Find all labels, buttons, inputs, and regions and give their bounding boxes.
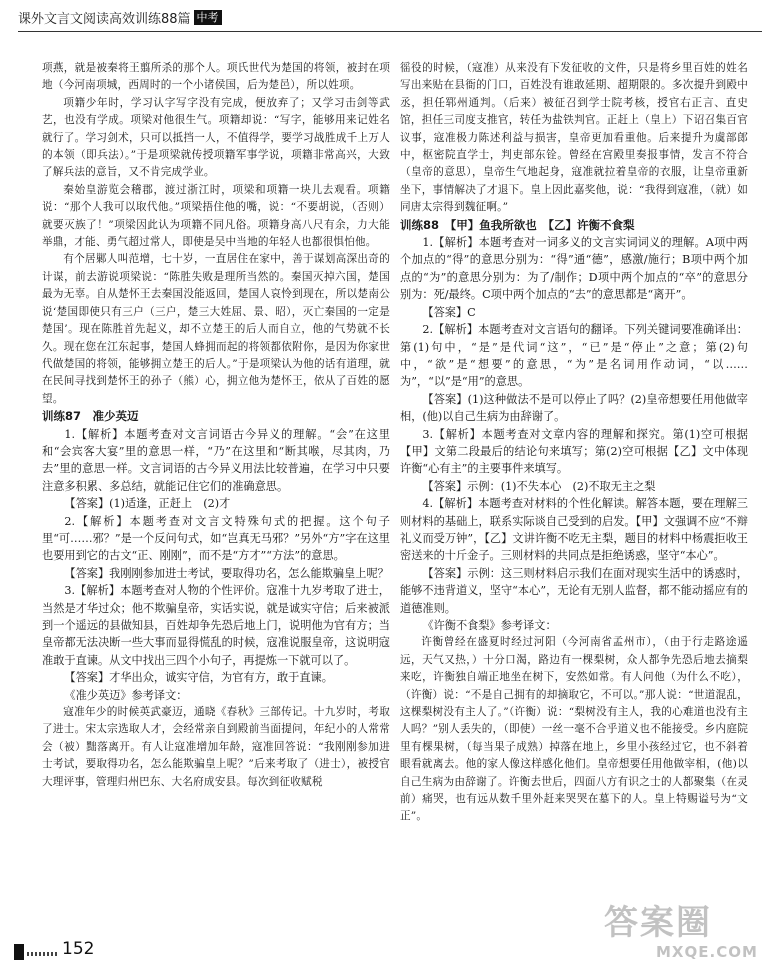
translation-paragraph: 有个居鄛人叫范增，七十岁，一直居住在家中，善于谋划高深出奇的计谋，前去游说项梁说：“陈胜失败是理所当然的。秦国灭掉六国，楚国最为无辜。自从楚怀王去秦国没能返回，楚国人哀怜到现在，所以楚南公说‘楚国即使只有三户（三户，楚三大姓屈、景、昭），灭亡秦国的一定是楚国’。现在陈胜首先起义，却不立楚王的后人而自立，他的气势就不长久。现在您在江东起事，楚国人蜂拥而起的将领都依附你，是因为你家世代做楚国的将领，能够拥立楚王的后人。”于是项梁认为他的话有道理，就在民间寻找到楚怀王的孙子（熊）心，拥立他为楚怀王，依从了百姓的愿望。	[42, 253, 390, 405]
left-column	[42, 60, 390, 940]
footer-stripe	[27, 952, 57, 956]
book-title: 课外文言文阅读高效训练88篇	[18, 12, 191, 27]
header-badge: 中考	[194, 10, 222, 25]
answer-paragraph: 1.【解析】本题考查对一词多义的文言实词词义的理解。A项中两个加点的“得”的意思分别为：“得”通“德”，感激/施行；B项中两个加点的“为”的意思分别为：为了/制作；D项中两个加点的“卒”的意思分别为：死/最终。C项中两个加点的“去”的意思都是“离开”。	[400, 236, 748, 302]
answer-paragraph: 3.【解析】本题考查对文章内容的理解和探究。第(1)空可根据【甲】文第二段最后的结论句来填写；第(2)空可根据【乙】文中体现许衡“心有主”的主要事件来填写。	[400, 427, 748, 476]
answer-paragraph: 【答案】C	[422, 305, 476, 319]
answer-paragraph: 《准少英迈》参考译文：	[64, 688, 188, 702]
translation-paragraph: 项燕，就是被秦将王翦所杀的那个人。项氏世代为楚国的将领，被封在项地（今河南项城，西周时的一个小诸侯国，后为楚邑），所以姓项。	[42, 62, 390, 92]
translation-paragraph: 项籍少年时，学习认字写字没有完成，便放弃了；又学习击剑等武艺，也没有学成。项梁对他很生气。项籍却说：“写字，能够用来记姓名就行了。学习剑术，只可以抵挡一人，不值得学，要学习战胜成千上万人的本领（即兵法）。”于是项梁就传授项籍军事学说，项籍非常高兴，大致了解兵法的意旨，又不肯完成学业。	[42, 96, 390, 179]
page-number: 152	[62, 939, 95, 959]
watermark-url: MXQE.COM	[656, 943, 758, 961]
answer-paragraph: 《许衡不食梨》参考译文：	[422, 619, 557, 632]
page-header	[18, 8, 222, 27]
translation-paragraph: 徭役的时候，（寇准）从来没有下发征收的文件，只是将乡里百姓的姓名写出来贴在县衙的门口，百姓没有谁敢延期、超期限的。多次提升到殿中丞，担任郓州通判。（后来）被征召到学士院考核，授官右正言、直史馆，担任三司度支推官，转任为盐铁判官。正赶上（皇上）下诏召集百官议事，寇准极力陈述利益与损害，皇帝更加看重他。后来提升为虞部郎中，枢密院直学士，判吏部东铨。曾经在宫殿里奏报事情，发言不符合（皇帝的意思），皇帝生气地起身，寇准就拉着皇帝的衣服，让皇帝重新坐下，事情解决了才退下。皇上因此嘉奖他，说：“我得到寇准，（就）如同唐太宗得到魏征啊。”	[400, 62, 748, 214]
answer-paragraph: 【答案】我刚刚参加进士考试，要取得功名，怎么能欺骗皇上呢？	[64, 566, 389, 580]
answer-paragraph: 【答案】示例：(1)不失本心 (2)不取无主之梨	[422, 479, 656, 493]
watermark-text: 答案圈	[604, 903, 712, 943]
answer-paragraph: 3.【解析】本题考查对人物的个性评价。寇准十九岁考取了进士，当然是才华过众；他不欺骗皇帝，实话实说，就是诚实守信；后来被派到一个遥远的县做知县，百姓却争先恐后地上门，说明他为官有方；当皇帝都无法决断一些大事而显得慌乱的时候，寇准说服皇帝，这说明寇准敢于直谏。从文中找出三四个小句子，再提炼一下就可以了。	[42, 584, 390, 667]
translation-paragraph: 秦始皇游览会稽郡，渡过浙江时，项梁和项籍一块儿去观看。项籍说：“那个人我可以取代他。”项梁捂住他的嘴，说：“不要胡说，（否则）就要灭族了！”项梁因此认为项籍不同凡俗。项籍身高八尺有余，力大能举鼎，才能、勇气超过常人，即使是吴中当地的年轻人也都很惧怕他。	[42, 183, 390, 249]
answer-paragraph: 2.【解析】本题考查对文言文特殊句式的把握。这个句子里“可……邪？”是一个反问句式，如“岂真无马邪？”另外“方”字在这里也要用到它的古文“正、刚刚”，而不是“方才”“方法”的意思。	[42, 514, 390, 563]
watermark-logo	[600, 895, 765, 965]
answer-paragraph: 1.【解析】本题考查对文言词语古今异义的理解。“会”在这里和“会宾客大宴”里的意思一样，“乃”在这里和“断其喉，尽其肉，乃去”里的意思一样。文言词语的古今异义用法比较普遍，在学习中只要注意多积累、多总结，就能记住它们的准确意思。	[42, 427, 390, 493]
answer-paragraph: 2.【解析】本题考查对文言语句的翻译。下列关键词要准确译出：第(1)句中，“是”是代词“这”，“已”是“停止”之意；第(2)句中，“欲”是“想要”的意思，“为”是名词用作动词，“以……为”，“以”是“用”的意思。	[400, 323, 748, 389]
answer-paragraph: 【答案】示例：这三则材料启示我们在面对现实生活中的诱惑时，能够不违背道义，坚守“本心”，无论有无别人监督，都不能动摇应有的道德准则。	[400, 566, 748, 615]
translation-paragraph: 寇准年少的时候英武豪迈，通晓《春秋》三部传记。十九岁时，考取了进士。宋太宗选取人才，会经常亲自到殿前当面提问，年纪小的人常常会（被）黜落离开。有人让寇准增加年龄，寇准回答说：“我刚刚参加进士考试，要取得功名，怎么能欺骗皇上呢？”后来考取了（进士），被授官大理评事，管理归州巴东、大名府成安县。每次到征收赋税	[42, 706, 390, 788]
answer-paragraph: 【答案】(1)这种做法不是可以停止了吗？(2)皇帝想要任用他做宰相，(他)以自己生病为由辞谢了。	[400, 392, 748, 424]
answer-paragraph: 【答案】才华出众，诚实守信，为官有方，敢于直谏。	[64, 671, 333, 685]
header-rule	[18, 31, 762, 32]
right-column	[400, 60, 748, 940]
section-title: 训练88 【甲】鱼我所欲也 【乙】许衡不食梨	[400, 217, 635, 232]
section-title: 训练87 准少英迈	[42, 409, 139, 424]
translation-paragraph: 许衡曾经在盛夏时经过河阳（今河南省孟州市），（由于行走路途遥远，天气又热，）十分口渴，路边有一棵梨树，众人都争先恐后地去摘梨来吃，许衡独自端正地坐在树下，安然如常。有人问他（为什么不吃），（许衡）说：“不是自己拥有的却摘取它，不可以。”那人说：“世道混乱，这棵梨树没有主人了。”（许衡）说：“梨树没有主人，我的心难道也没有主人吗？”别人丢失的，（即使）一丝一毫不合乎道义也不能接受。乡内庭院里有棵果树，（每当果子成熟）掉落在地上，乡里小孩经过它，也不斜着眼看就离去。他的家人像这样感化他们。皇帝想要任用他做宰相，(他)以自己生病为由辞谢了。许衡去世后，四面八方有识之士的人都聚集（在灵前）痛哭，也有远从数千里外赶来哭哭在墓下的人。皇上特赐谥号为“文正”。	[400, 636, 748, 823]
answer-paragraph: 【答案】(1)适逢，正赶上 (2)才	[64, 497, 231, 511]
footer-block-icon	[14, 944, 24, 960]
answer-paragraph: 4.【解析】本题考查对材料的个性化解读。解答本题，要在理解三则材料的基础上，联系实际谈自己受到的启发。【甲】文强调不应“不辩礼义而受万钟”，【乙】文讲许衡不吃无主梨，题目的材料中杨震拒收王密送来的十斤金子。三则材料的共同点是拒绝诱惑，坚守“本心”。	[400, 497, 748, 563]
